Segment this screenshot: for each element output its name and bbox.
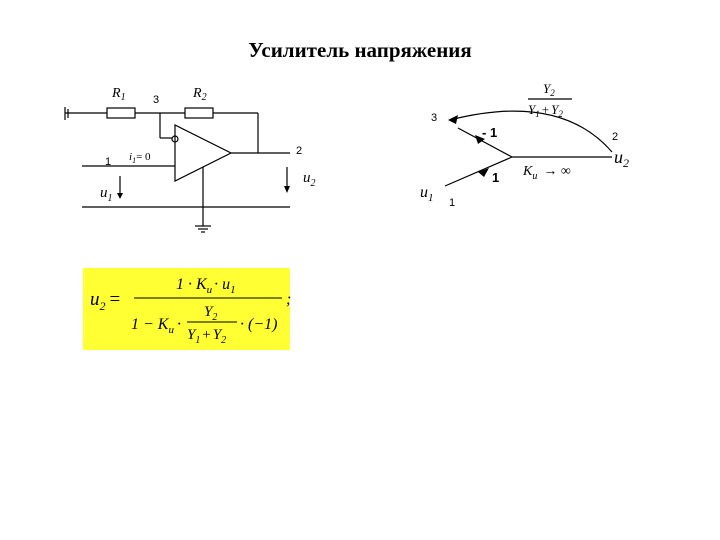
gain-minus-one: - 1: [482, 125, 498, 140]
gain-one: 1: [492, 170, 500, 185]
r1-label: $R_1$: [112, 86, 126, 103]
circuit-node-2: 2: [296, 145, 303, 157]
circuit-node-3: 3: [153, 94, 160, 106]
u2-label: $u_2$: [303, 170, 316, 189]
formula-den-prefix: $1 - K_u$ ·: [131, 316, 181, 336]
r2-label: $R_2$: [193, 86, 207, 103]
formula-numerator: $1 \cdot K_u \cdot u_1$: [176, 276, 236, 296]
graph-node-1: 1: [449, 197, 456, 209]
graph-node-2: 2: [612, 131, 619, 143]
graph-fraction-num: $Y_2$: [543, 81, 555, 98]
k-label: $K_u$ → ∞: [523, 164, 571, 182]
u1-label: $u_1$: [100, 185, 113, 204]
slide-title: Усилитель напряжения: [248, 38, 472, 62]
formula-inner-den: $Y_1 + Y_2$: [187, 327, 227, 346]
circuit-node-1: 1: [105, 156, 112, 168]
formula-lhs: $u_2$ =: [90, 289, 121, 313]
graph-u1: $u_1$: [420, 184, 434, 204]
formula-semicolon: ;: [286, 291, 292, 308]
graph-node-3: 3: [431, 112, 438, 124]
i1-label: $i_1= 0$: [129, 151, 151, 165]
formula-den-suffix: · (−1): [240, 316, 278, 333]
graph-u2: $u_2$: [614, 147, 629, 170]
graph-fraction-den: $Y_1 + Y_2$: [528, 102, 563, 119]
formula-inner-num: $Y_2$: [204, 304, 218, 323]
